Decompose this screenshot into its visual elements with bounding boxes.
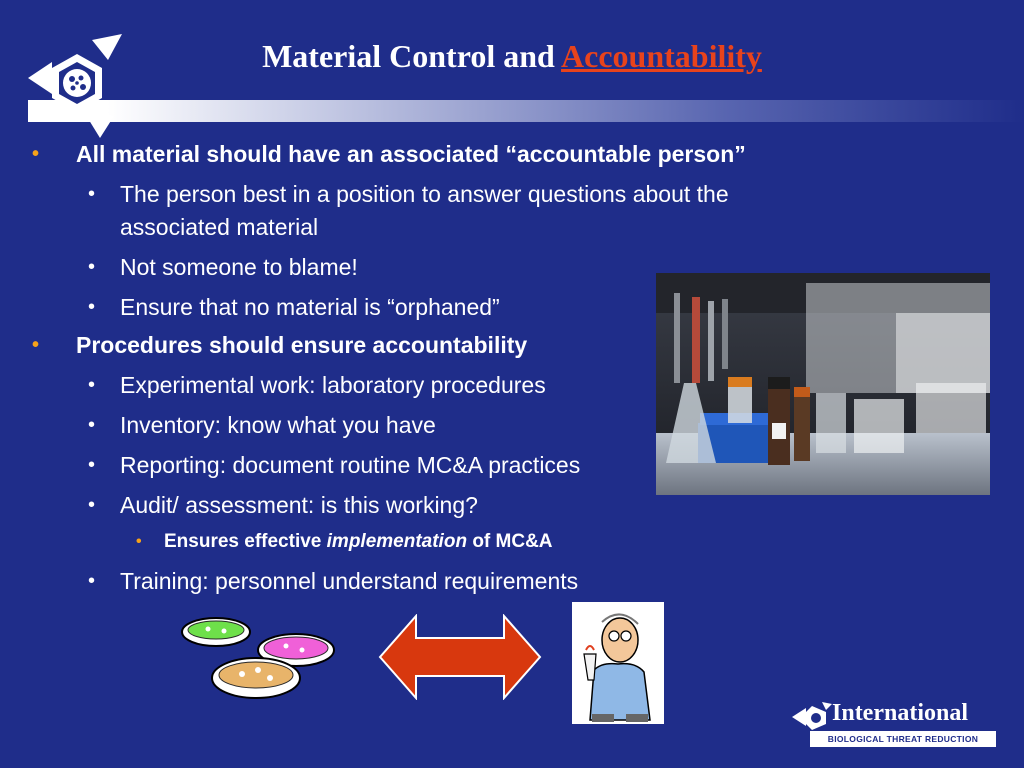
footer-emblem-icon (792, 702, 832, 732)
bullet-dot: • (88, 374, 96, 396)
sub-sub-bullet-post: of MC&A (467, 531, 553, 552)
sub-bullet-text: Ensure that no material is “orphaned” (120, 294, 500, 320)
sub-bullet-text: Not someone to blame! (120, 254, 358, 280)
header-band (0, 0, 1024, 128)
sub-bullet-item (32, 178, 840, 244)
sub-sub-bullet-pre: Ensures effective (164, 531, 327, 552)
bullet-dot: • (88, 494, 96, 516)
slide-title (0, 38, 1024, 75)
bullet-dot: • (136, 533, 142, 550)
title-text: Material Control and (262, 38, 562, 74)
bullet-dot: • (88, 570, 96, 592)
bullet-dot: • (88, 256, 96, 278)
bullet-dot: • (88, 183, 96, 205)
laboratory-photo (656, 273, 990, 495)
bullet-text: Procedures should ensure accountability (76, 332, 528, 358)
bullet-dot: • (32, 334, 40, 356)
footer-logo (792, 700, 1006, 750)
bullet-item (32, 140, 902, 168)
bullet-dot: • (88, 414, 96, 436)
sub-bullet-text: Inventory: know what you have (120, 412, 436, 438)
bullet-dot: • (88, 454, 96, 476)
sub-bullet-text: Experimental work: laboratory procedures (120, 372, 546, 398)
header-gradient-rule (28, 100, 1024, 122)
footer-logo-word: International (832, 700, 969, 726)
sub-bullet-item (32, 565, 840, 598)
petri-dishes-icon (178, 612, 340, 704)
bullet-dot: • (88, 296, 96, 318)
double-arrow-icon (378, 614, 542, 700)
bullet-dot: • (32, 143, 40, 165)
sub-bullet-text: Reporting: document routine MC&A practices (120, 452, 581, 478)
sub-sub-bullet-item (32, 529, 902, 555)
sub-bullet-text: Audit/ assessment: is this working? (120, 492, 478, 518)
title-accent: Accountability (561, 38, 762, 74)
sub-sub-bullet-emphasis: implementation (326, 531, 468, 552)
footer-logo-tagline: BIOLOGICAL THREAT REDUCTION (810, 731, 996, 747)
sub-bullet-text: The person best in a position to answer questions about the associated material (120, 181, 729, 240)
sub-bullet-text: Training: personnel understand requirements (120, 568, 579, 594)
bullet-text: All material should have an associated “accountable person” (76, 141, 746, 167)
scientist-icon (572, 602, 664, 724)
